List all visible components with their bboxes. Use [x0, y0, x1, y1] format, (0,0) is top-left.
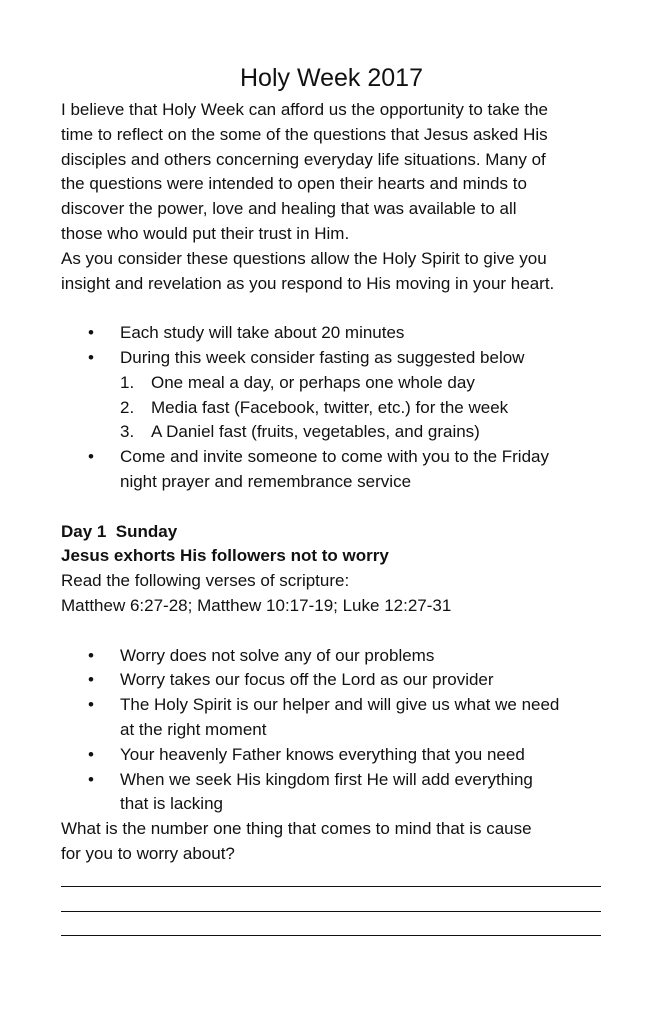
list-number: 2.	[120, 397, 135, 417]
list-item-text: that is lacking	[120, 794, 223, 814]
bullet-icon: •	[88, 744, 94, 764]
spacer	[61, 296, 621, 321]
list-item	[61, 768, 621, 818]
question-line: What is the number one thing that comes to mind that is cause	[61, 819, 532, 839]
list-item	[61, 420, 621, 445]
overview-bullet-list	[61, 321, 621, 371]
answer-line	[61, 911, 601, 912]
question-line: for you to worry about?	[61, 843, 235, 863]
fasting-options-list	[61, 371, 621, 445]
overview-bullet-list-continued	[61, 445, 621, 495]
bullet-icon: •	[88, 447, 94, 467]
list-item	[61, 743, 621, 768]
list-item-text: Your heavenly Father knows everything that you need	[120, 744, 525, 764]
list-item	[61, 371, 621, 396]
intro-paragraph	[61, 98, 621, 296]
list-item-text: When we seek His kingdom first He will add everything	[120, 769, 533, 789]
list-item-text: night prayer and remembrance service	[120, 471, 412, 491]
intro-line: discover the power, love and healing that was available to all	[61, 199, 517, 219]
answer-line	[61, 886, 601, 887]
intro-line: those who would put their trust in Him.	[61, 223, 350, 243]
list-item	[61, 396, 621, 421]
day-heading: Day 1 Sunday	[61, 521, 178, 541]
bullet-icon: •	[88, 347, 94, 367]
reflection-question	[61, 817, 621, 867]
list-item	[61, 445, 621, 495]
list-number: 1.	[120, 372, 135, 392]
read-prompt: Read the following verses of scripture:	[61, 571, 350, 591]
intro-line: I believe that Holy Week can afford us the opportunity to take the	[61, 100, 548, 119]
intro-line: time to reflect on the some of the questions that Jesus asked His	[61, 124, 548, 144]
scripture-references: Matthew 6:27-28; Matthew 10:17-19; Luke 12:27-31	[61, 595, 452, 615]
bullet-icon: •	[88, 670, 94, 690]
list-item	[61, 346, 621, 371]
list-item-text: Come and invite someone to come with you to the Friday	[120, 447, 549, 467]
bullet-icon: •	[88, 323, 94, 343]
page-title: Holy Week 2017	[240, 64, 423, 92]
intro-line: insight and revelation as you respond to His moving in your heart.	[61, 273, 555, 293]
list-item	[61, 321, 621, 346]
intro-line: As you consider these questions allow the Holy Spirit to give you	[61, 248, 547, 268]
list-item-text: The Holy Spirit is our helper and will give us what we need	[120, 695, 560, 715]
list-item-text: Each study will take about 20 minutes	[120, 323, 405, 343]
list-item	[61, 668, 621, 693]
list-item	[61, 644, 621, 669]
intro-line: the questions were intended to open their hearts and minds to	[61, 174, 527, 194]
bullet-icon: •	[88, 645, 94, 665]
bullet-icon: •	[88, 695, 94, 715]
answer-line	[61, 935, 601, 936]
list-item	[61, 693, 621, 743]
spacer	[61, 619, 621, 644]
list-item-text: Media fast (Facebook, twitter, etc.) for the week	[151, 397, 509, 417]
list-item-text: One meal a day, or perhaps one whole day	[151, 372, 475, 392]
list-item-text: at the right moment	[120, 719, 267, 739]
list-item-text: During this week consider fasting as suggested below	[120, 347, 525, 367]
bullet-icon: •	[88, 769, 94, 789]
list-number: 3.	[120, 422, 135, 442]
day1-points-list	[61, 644, 621, 818]
list-item-text: Worry takes our focus off the Lord as our provider	[120, 670, 494, 690]
intro-line: disciples and others concerning everyday life situations. Many of	[61, 149, 546, 169]
document-body	[61, 98, 621, 867]
spacer	[61, 495, 621, 520]
list-item-text: Worry does not solve any of our problems	[120, 645, 435, 665]
day-subheading: Jesus exhorts His followers not to worry	[61, 546, 389, 566]
list-item-text: A Daniel fast (fruits, vegetables, and grains)	[151, 422, 480, 442]
